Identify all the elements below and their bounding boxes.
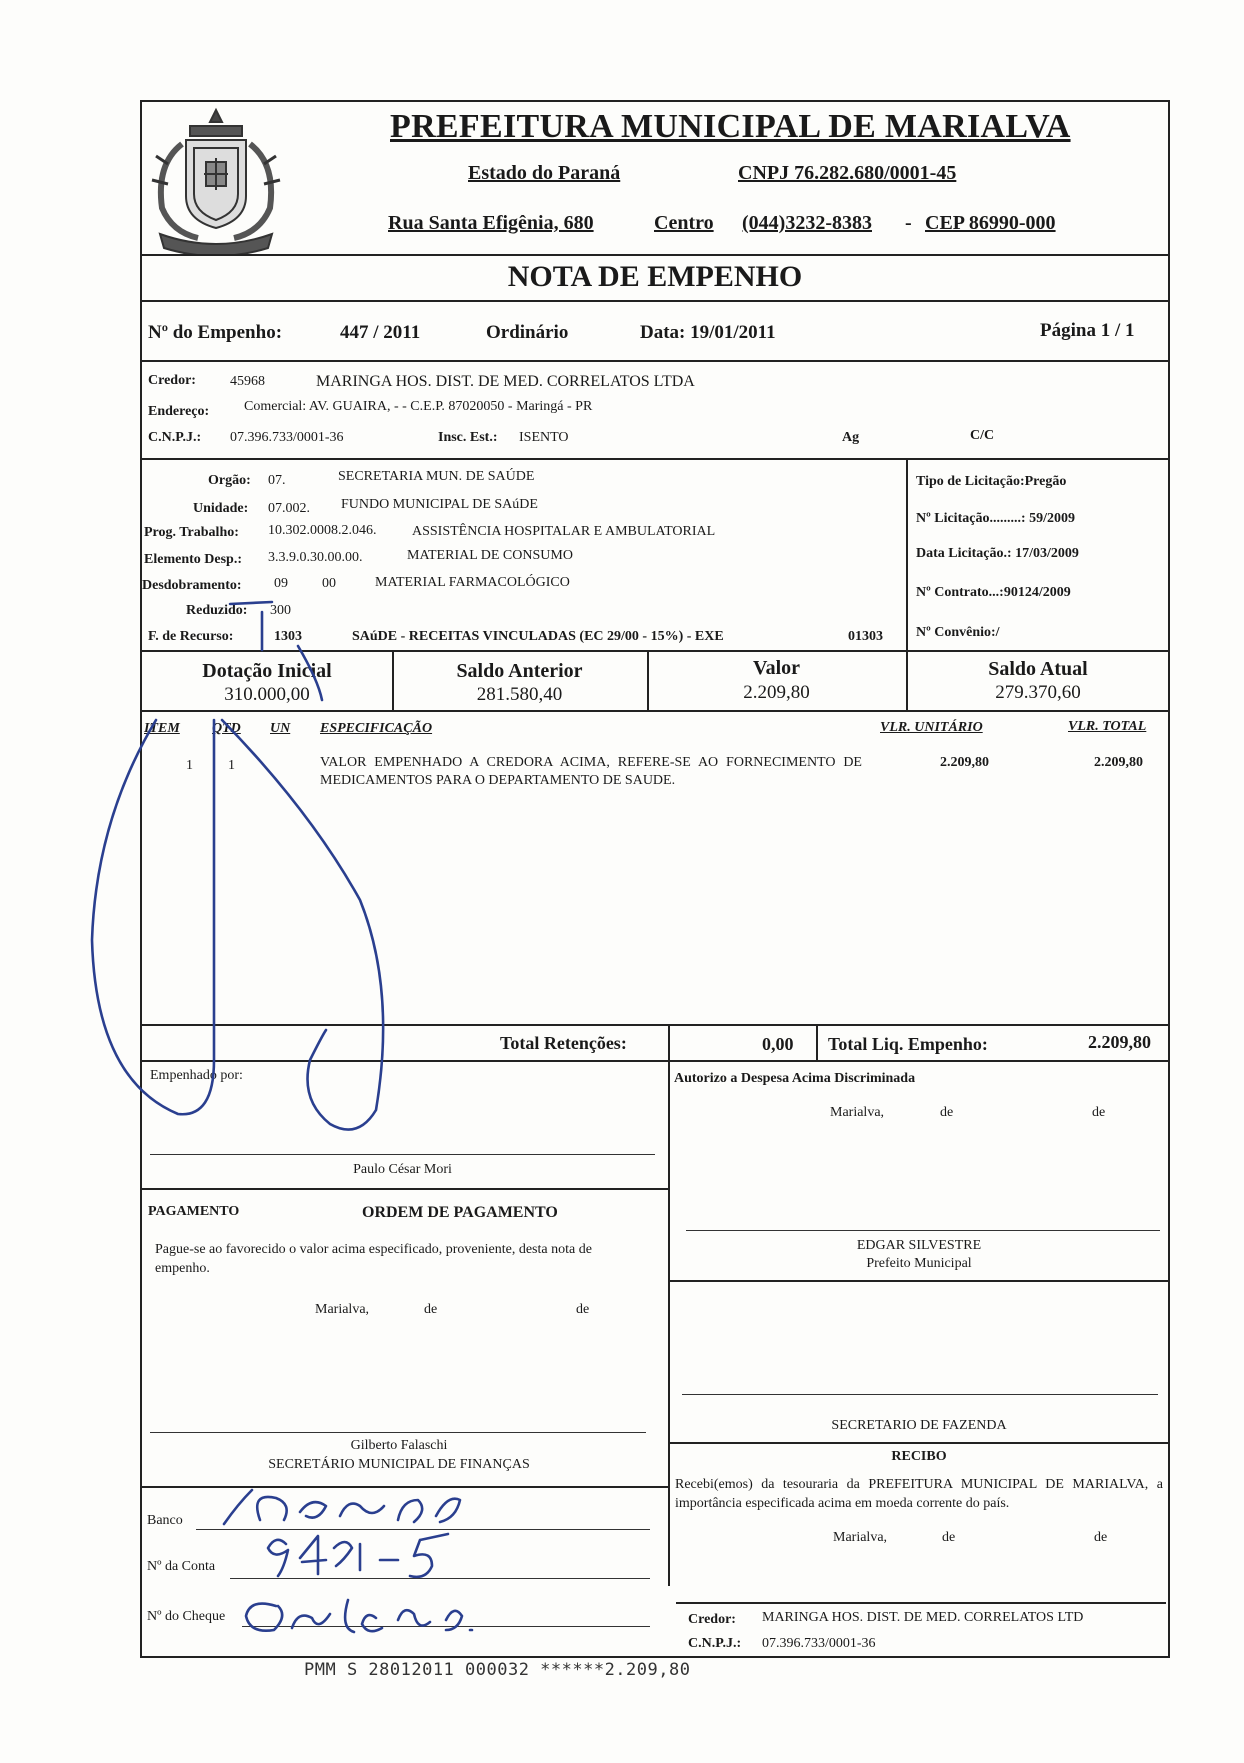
signature-line xyxy=(686,1230,1160,1231)
credor-code: 45968 xyxy=(230,374,265,389)
divider xyxy=(140,1188,668,1190)
recibo-cnpj: 07.396.733/0001-36 xyxy=(762,1636,876,1651)
col-un: UN xyxy=(270,721,291,736)
autorizo-de2: de xyxy=(1092,1105,1106,1120)
cheque-label: Nº do Cheque xyxy=(147,1609,226,1624)
recurso-label: F. de Recurso: xyxy=(148,629,234,644)
reduzido-value: 300 xyxy=(270,603,291,618)
orgao-code: 07. xyxy=(268,473,286,488)
elem-code: 3.3.9.0.30.00.00. xyxy=(268,550,363,565)
saldo-value: 310.000,00 xyxy=(224,684,310,705)
signature-line xyxy=(682,1394,1158,1395)
desd-label: Desdobramento: xyxy=(142,578,242,593)
recurso-code2: 01303 xyxy=(848,629,883,644)
cnpj-label: C.N.P.J.: xyxy=(148,430,202,445)
banco-line xyxy=(196,1529,650,1530)
orgao-label: Orgão: xyxy=(208,473,251,488)
elem-name: MATERIAL DE CONSUMO xyxy=(407,548,573,563)
licitacao-numero: Nº Licitação.........: 59/2009 xyxy=(916,511,1075,526)
desd-a: 09 xyxy=(274,576,288,591)
credor-label: Credor: xyxy=(148,373,196,388)
pagamento-de2: de xyxy=(576,1302,590,1317)
autorizo-label: Autorizo a Despesa Acima Discriminada xyxy=(674,1071,916,1086)
divider xyxy=(140,1060,1170,1062)
saldo-label: Saldo Atual xyxy=(988,658,1088,680)
pagamento-label: PAGAMENTO xyxy=(148,1204,240,1219)
col-total: VLR. TOTAL xyxy=(1068,719,1147,734)
saldo-value: 279.370,60 xyxy=(995,682,1081,703)
divider xyxy=(140,650,1170,652)
agency-label: Ag xyxy=(842,430,860,445)
divider xyxy=(668,1280,1170,1282)
prog-name: ASSISTÊNCIA HOSPITALAR E AMBULATORIAL xyxy=(412,524,716,539)
unidade-label: Unidade: xyxy=(193,501,249,516)
unidade-name: FUNDO MUNICIPAL DE SAúDE xyxy=(341,497,538,512)
address-label: Endereço: xyxy=(148,404,210,419)
account-label: C/C xyxy=(970,428,995,443)
ret-value: 0,00 xyxy=(762,1034,794,1054)
reduzido-label: Reduzido: xyxy=(186,603,248,618)
elem-label: Elemento Desp.: xyxy=(144,552,242,567)
saldo-label: Dotação Inicial xyxy=(202,660,332,682)
fazenda-label: SECRETARIO DE FAZENDA xyxy=(831,1418,1007,1433)
licitacao-contrato: Nº Contrato...:90124/2009 xyxy=(916,585,1071,600)
header-district: Centro xyxy=(654,212,714,234)
prog-label: Prog. Trabalho: xyxy=(144,525,239,540)
doc-title: NOTA DE EMPENHO xyxy=(507,260,803,293)
row-qtd: 1 xyxy=(228,758,235,773)
coat-of-arms-icon xyxy=(142,104,290,256)
header-cnpj: CNPJ 76.282.680/0001-45 xyxy=(738,162,957,184)
col-unit: VLR. UNITÁRIO xyxy=(880,720,983,735)
saldo-label: Valor xyxy=(752,657,801,679)
liq-label: Total Liq. Empenho: xyxy=(828,1034,988,1054)
col-item: ITEM xyxy=(144,721,180,736)
ret-label: Total Retenções: xyxy=(500,1033,627,1053)
orgao-name: SECRETARIA MUN. DE SAÚDE xyxy=(338,469,535,484)
divider xyxy=(140,458,1170,460)
divider xyxy=(140,254,1170,256)
banco-label: Banco xyxy=(147,1513,183,1528)
recibo-city: Marialva, xyxy=(833,1530,888,1545)
recibo-title: RECIBO xyxy=(891,1449,947,1464)
header-street: Rua Santa Efigênia, 680 xyxy=(388,212,594,234)
header-title: PREFEITURA MUNICIPAL DE MARIALVA xyxy=(390,108,1071,145)
recibo-credor-name: MARINGA HOS. DIST. DE MED. CORRELATOS LTD xyxy=(762,1610,1084,1625)
page-number: Página 1 / 1 xyxy=(1040,320,1135,341)
cheque-line xyxy=(242,1626,650,1627)
divider xyxy=(140,1024,1170,1026)
row-spec: VALOR EMPENHADO A CREDORA ACIMA, REFERE-SE AO FORNECIMENTO DE MEDICAMENTOS PARA O DEPARTAMENTO DE SAUDE. xyxy=(320,755,862,788)
autorizo-role: Prefeito Municipal xyxy=(866,1256,972,1271)
recibo-text: Recebi(emos) da tesouraria da PREFEITURA MUNICIPAL DE MARIALVA, a importância especificada acima em moeda corrente do país. xyxy=(675,1477,1163,1511)
licitacao-tipo: Tipo de Licitação:Pregão xyxy=(916,474,1067,489)
divider xyxy=(676,1602,1166,1604)
autorizo-de1: de xyxy=(940,1105,954,1120)
credor-name: MARINGA HOS. DIST. DE MED. CORRELATOS LTDA xyxy=(316,373,695,390)
divider xyxy=(140,1486,668,1488)
saldo-value: 281.580,40 xyxy=(476,684,563,705)
recibo-cnpj-label: C.N.P.J.: xyxy=(688,1636,742,1651)
pagamento-de1: de xyxy=(424,1302,438,1317)
row-total: 2.209,80 xyxy=(1094,755,1143,770)
desd-b: 00 xyxy=(322,576,336,591)
divider xyxy=(140,710,1170,712)
row-unit: 2.209,80 xyxy=(940,755,989,770)
header-cep: CEP 86990-000 xyxy=(925,212,1056,234)
credor-insc: ISENTO xyxy=(519,430,569,445)
recurso-code: 1303 xyxy=(274,629,302,644)
empenhado-signer: Paulo César Mori xyxy=(353,1162,452,1177)
recibo-de1: de xyxy=(942,1530,956,1545)
unidade-code: 07.002. xyxy=(268,501,310,516)
autorizo-city: Marialva, xyxy=(830,1105,885,1120)
ordem-label: ORDEM DE PAGAMENTO xyxy=(362,1204,558,1221)
recibo-credor-label: Credor: xyxy=(688,1612,736,1627)
col-spec: ESPECIFICAÇÃO xyxy=(320,721,433,736)
credor-cnpj: 07.396.733/0001-36 xyxy=(230,430,344,445)
divider xyxy=(140,300,1170,302)
liq-value: 2.209,80 xyxy=(1088,1032,1151,1052)
recibo-de2: de xyxy=(1094,1530,1108,1545)
insc-label: Insc. Est.: xyxy=(438,430,498,445)
col-qtd: QTD xyxy=(212,721,241,736)
pagamento-text: Pague-se ao favorecido o valor acima especificado, proveniente, desta nota de empenho. xyxy=(155,1242,592,1276)
divider xyxy=(140,360,1170,362)
signature-line xyxy=(150,1154,655,1155)
desd-name: MATERIAL FARMACOLÓGICO xyxy=(375,575,570,590)
saldo-label: Saldo Anterior xyxy=(456,660,583,682)
empenho-type: Ordinário xyxy=(486,322,569,343)
divider xyxy=(668,1024,670,1586)
pagamento-signer: Gilberto Falaschi xyxy=(350,1438,448,1453)
empenho-number: 447 / 2011 xyxy=(340,322,421,343)
header-phone: (044)3232-8383 xyxy=(742,212,872,234)
pagamento-role: SECRETÁRIO MUNICIPAL DE FINANÇAS xyxy=(268,1457,530,1472)
conta-line xyxy=(230,1578,650,1579)
footer-stamp: PMM S 28012011 000032 ******2.209,80 xyxy=(304,1660,691,1680)
row-item: 1 xyxy=(186,758,193,773)
recurso-name: SAúDE - RECEITAS VINCULADAS (EC 29/00 - 15%) - EXE xyxy=(352,629,724,644)
pagamento-city: Marialva, xyxy=(315,1302,370,1317)
divider xyxy=(816,1024,818,1060)
conta-label: Nº da Conta xyxy=(147,1559,216,1574)
signature-line xyxy=(150,1432,646,1433)
licitacao-convenio: Nº Convênio:/ xyxy=(916,625,1000,640)
header-state: Estado do Paraná xyxy=(468,162,621,184)
empenhado-label: Empenhado por: xyxy=(150,1068,243,1083)
empenho-date: Data: 19/01/2011 xyxy=(640,322,776,343)
credor-address: Comercial: AV. GUAIRA, - - C.E.P. 87020050 - Maringá - PR xyxy=(244,399,593,414)
header-dash: - xyxy=(905,212,912,234)
divider xyxy=(668,1442,1170,1444)
licitacao-data: Data Licitação.: 17/03/2009 xyxy=(916,546,1079,561)
saldo-value: 2.209,80 xyxy=(743,682,810,703)
autorizo-signer: EDGAR SILVESTRE xyxy=(856,1238,982,1253)
prog-code: 10.302.0008.2.046. xyxy=(268,523,377,538)
empenho-label: Nº do Empenho: xyxy=(148,322,283,343)
